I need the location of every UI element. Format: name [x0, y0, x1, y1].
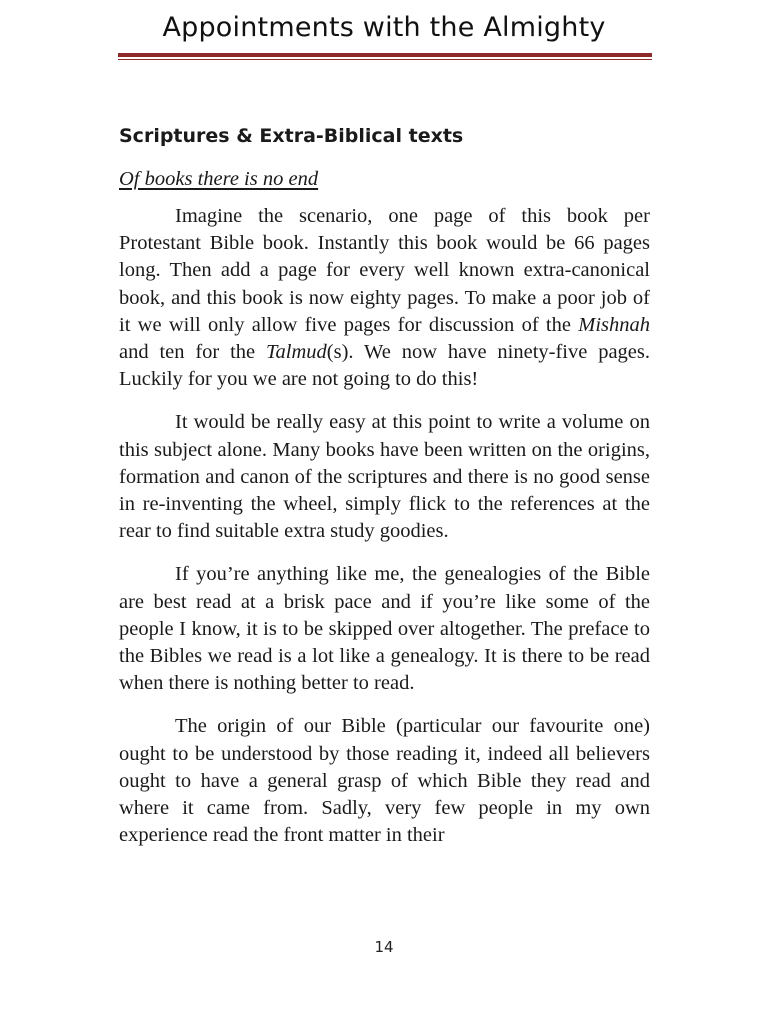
- header-rule-thick: [118, 53, 652, 57]
- subheading: Of books there is no end: [119, 168, 319, 190]
- page-number: 14: [374, 938, 394, 956]
- paragraph-1: [119, 203, 650, 393]
- paragraph-3: If you’re anything like me, the genealogies of the Bible are best read at a brisk pace and if you’re like some of the people I know, it is to be skipped over altogether. The preface to the Bibles we read is a lot like a genealogy. It is there to be read when there is nothing better to read.: [119, 563, 650, 695]
- paragraph-1-text-a: Imagine the scenario, one page of this book per Protestant Bible book. Instantly this book would be 66 pages long. Then add a page for every well known extra-canonical book, and this book is now eighty pages. To make a poor job of it we will only allow five pages for discussion of the: [119, 205, 650, 336]
- paragraph-4: The origin of our Bible (particular our favourite one) ought to be understood by those reading it, indeed all believers ought to have a general grasp of which Bible they read and where it came from. Sadly, very few people in my own experience read the front matter in their: [119, 715, 650, 847]
- talmud-term: Talmud: [266, 341, 327, 364]
- header-rule-thin: [118, 59, 652, 60]
- paragraph-1-text-b: and ten for the: [119, 341, 267, 364]
- page-body: [119, 120, 650, 849]
- section-heading: Scriptures & Extra-Biblical texts: [119, 125, 464, 147]
- mishnah-term: Mishnah: [578, 313, 650, 336]
- paragraph-2: It would be really easy at this point to write a volume on this subject alone. Many books have been written on the origins, formation and canon of the scriptures and there is no good sense in re-inventing the wheel, simply flick to the references at the rear to find suitable extra study goodies.: [119, 411, 650, 543]
- paragraph-1-text-c: (s). We now have ninety-five pages. Luckily for you we are not going to do this!: [119, 341, 651, 391]
- running-header: Appointments with the Almighty: [162, 12, 606, 43]
